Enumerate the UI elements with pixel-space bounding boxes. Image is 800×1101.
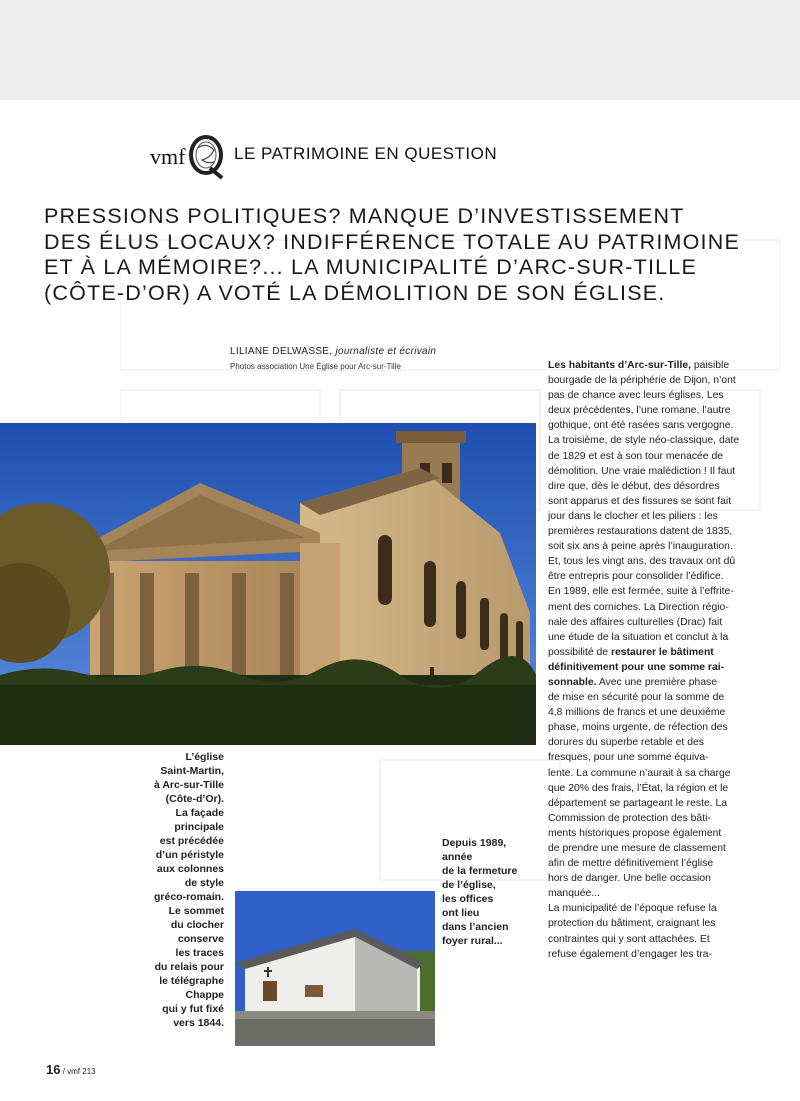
main-photo-caption bbox=[82, 750, 224, 1030]
inset-photo-caption bbox=[442, 836, 532, 948]
emphasis: définitivement pour une somme rai- bbox=[548, 661, 725, 673]
body-line: fresques, pour une somme équiva- bbox=[548, 752, 709, 764]
caption-line: (Côte-d’Or). bbox=[165, 793, 224, 805]
body-line: dire que, dès le début, des désordres bbox=[548, 480, 720, 492]
body-line: sonnable. Avec une première phase bbox=[548, 676, 718, 688]
emphasis: restaurer le bâtiment bbox=[610, 646, 714, 658]
body-line: Commission de protection des bâti- bbox=[548, 812, 711, 824]
body-line: jour dans le clocher et les piliers : les bbox=[548, 510, 718, 522]
body-line: refuse également d’engager les tra- bbox=[548, 948, 713, 960]
caption-line: d’un péristyle bbox=[155, 849, 224, 861]
caption-line: La façade bbox=[175, 807, 224, 819]
body-line: soit six ans à peine après l’inauguration. bbox=[548, 541, 733, 553]
lead-in: Les habitants d’Arc-sur-Tille, bbox=[548, 360, 691, 371]
caption-line: à Arc-sur-Tille bbox=[153, 779, 224, 791]
body-line: de mise en sécurité pour la somme de bbox=[548, 692, 725, 704]
body-line: En 1989, elle est fermée, suite à l’effrite- bbox=[548, 586, 734, 598]
body-line: de 1829 et est à son tour menacée de bbox=[548, 450, 724, 462]
body-line: manquée... bbox=[548, 888, 600, 900]
body-line: une étude de la situation et conclut à la bbox=[548, 631, 729, 643]
body-line: dorures du superbe retable et des bbox=[548, 737, 704, 749]
magazine-issue: / vmf 213 bbox=[60, 1067, 96, 1076]
body-line: ment des corniches. La Direction régio- bbox=[548, 601, 729, 613]
caption-line: les traces bbox=[175, 947, 224, 959]
caption-line: année bbox=[442, 851, 473, 863]
body-line: département se partageant le reste. La bbox=[548, 797, 728, 809]
body-line bbox=[548, 660, 748, 675]
headline-line: DES ÉLUS LOCAUX? INDIFFÉRENCE TOTALE AU PATRIMOINE bbox=[44, 229, 740, 254]
body-line: 4,8 millions de francs et une deuxième bbox=[548, 707, 726, 719]
body-line: La troisième, de style néo-classique, date bbox=[548, 435, 740, 447]
caption-line: le télégraphe bbox=[159, 975, 224, 987]
body-line: contraintes qui y sont attachées. Et bbox=[548, 933, 710, 945]
body-line: Les habitants d’Arc-sur-Tille, paisible bbox=[548, 360, 730, 371]
body-line: afin de mettre définitivement l’église bbox=[548, 858, 714, 870]
body-line: de prendre une mesure de classement bbox=[548, 843, 726, 854]
body-line: être entrepris pour consolider l’édifice. bbox=[548, 571, 724, 583]
headline-line: ET À LA MÉMOIRE?... LA MUNICIPALITÉ D’ARC-SUR-TILLE bbox=[44, 255, 697, 279]
body-line: possibilité de restaurer le bâtiment bbox=[548, 646, 714, 658]
body-line: deux précédentes, l’une romane, l’autre bbox=[548, 405, 731, 417]
author-role: journaliste et écrivain bbox=[332, 346, 437, 357]
emphasis: sonnable. bbox=[548, 676, 597, 688]
caption-line: L’église bbox=[185, 751, 224, 763]
caption-line: aux colonnes bbox=[156, 863, 224, 875]
body-line: Et, tous les vingt ans, des travaux ont dû bbox=[548, 556, 736, 568]
caption-line: de la fermeture bbox=[442, 865, 518, 877]
author-name: LILIANE DELWASSE, bbox=[230, 346, 333, 357]
body-line: premières restaurations datent de 1835, bbox=[548, 526, 733, 538]
caption-line: les offices bbox=[442, 893, 494, 905]
caption-line: principale bbox=[174, 821, 224, 833]
body-line: bourgade de la périphérie de Dijon, n’ont bbox=[548, 375, 736, 387]
section-title: LE PATRIMOINE EN QUESTION bbox=[234, 144, 498, 163]
caption-line: Chappe bbox=[185, 989, 224, 1001]
vmf-logo: vmf bbox=[150, 144, 186, 169]
church-photo bbox=[0, 423, 536, 745]
page-number: 16 bbox=[46, 1062, 61, 1077]
caption-line: de style bbox=[184, 877, 224, 889]
body-line: gothique, ont été rasées sans vergogne. bbox=[548, 420, 734, 432]
caption-line: foyer rural... bbox=[442, 935, 503, 947]
photo-credit: Photos association Une Église pour Arc-sur-Tille bbox=[230, 362, 401, 371]
body-line: La municipalité de l’époque refuse la bbox=[548, 903, 717, 915]
body-line: hors de danger. Une belle occasion bbox=[548, 873, 711, 885]
caption-line: Le sommet bbox=[168, 905, 224, 917]
caption-line: ont lieu bbox=[442, 907, 480, 919]
body-line: protection du bâtiment, craignant les bbox=[548, 918, 716, 930]
caption-line: dans l’ancien bbox=[442, 921, 509, 933]
caption-line: Depuis 1989, bbox=[442, 837, 507, 849]
caption-line: est précédée bbox=[159, 835, 224, 847]
page-folio bbox=[46, 1062, 96, 1077]
caption-line: de l’église, bbox=[442, 879, 496, 891]
caption-line: du relais pour bbox=[154, 961, 224, 973]
body-line: ments historiques propose également bbox=[548, 827, 722, 839]
headline-line: (CÔTE-D’OR) A VOTÉ LA DÉMOLITION DE SON ÉGLISE. bbox=[44, 280, 666, 305]
body-line: démolition. Une vraie malédiction ! Il faut bbox=[548, 465, 736, 477]
body-line: phase, moins urgente, de réfection des bbox=[548, 722, 728, 734]
body-line: que 20% des frais, l’État, la région et le bbox=[548, 782, 729, 794]
author-credit bbox=[230, 346, 436, 357]
foyer-rural-photo bbox=[235, 891, 435, 1046]
q-emblem-icon bbox=[184, 134, 228, 180]
article-body bbox=[548, 358, 748, 962]
body-line: lente. La commune n’aurait à sa charge bbox=[548, 767, 731, 779]
body-line: nale des affaires culturelles (Drac) fait bbox=[548, 616, 723, 628]
headline bbox=[44, 204, 744, 306]
caption-line: du clocher bbox=[170, 919, 224, 931]
caption-line: vers 1844. bbox=[173, 1017, 224, 1029]
caption-line: Saint-Martin, bbox=[160, 765, 224, 777]
caption-line: gréco-romain. bbox=[153, 891, 224, 903]
body-line: sont apparus et des fissures se sont fait bbox=[548, 495, 732, 507]
headline-line: PRESSIONS POLITIQUES? MANQUE D’INVESTISSEMENT bbox=[44, 204, 685, 228]
caption-line: conserve bbox=[177, 933, 224, 945]
caption-line: qui y fut fixé bbox=[162, 1003, 224, 1015]
body-line: pas de chance avec leurs églises. Les bbox=[548, 390, 724, 402]
